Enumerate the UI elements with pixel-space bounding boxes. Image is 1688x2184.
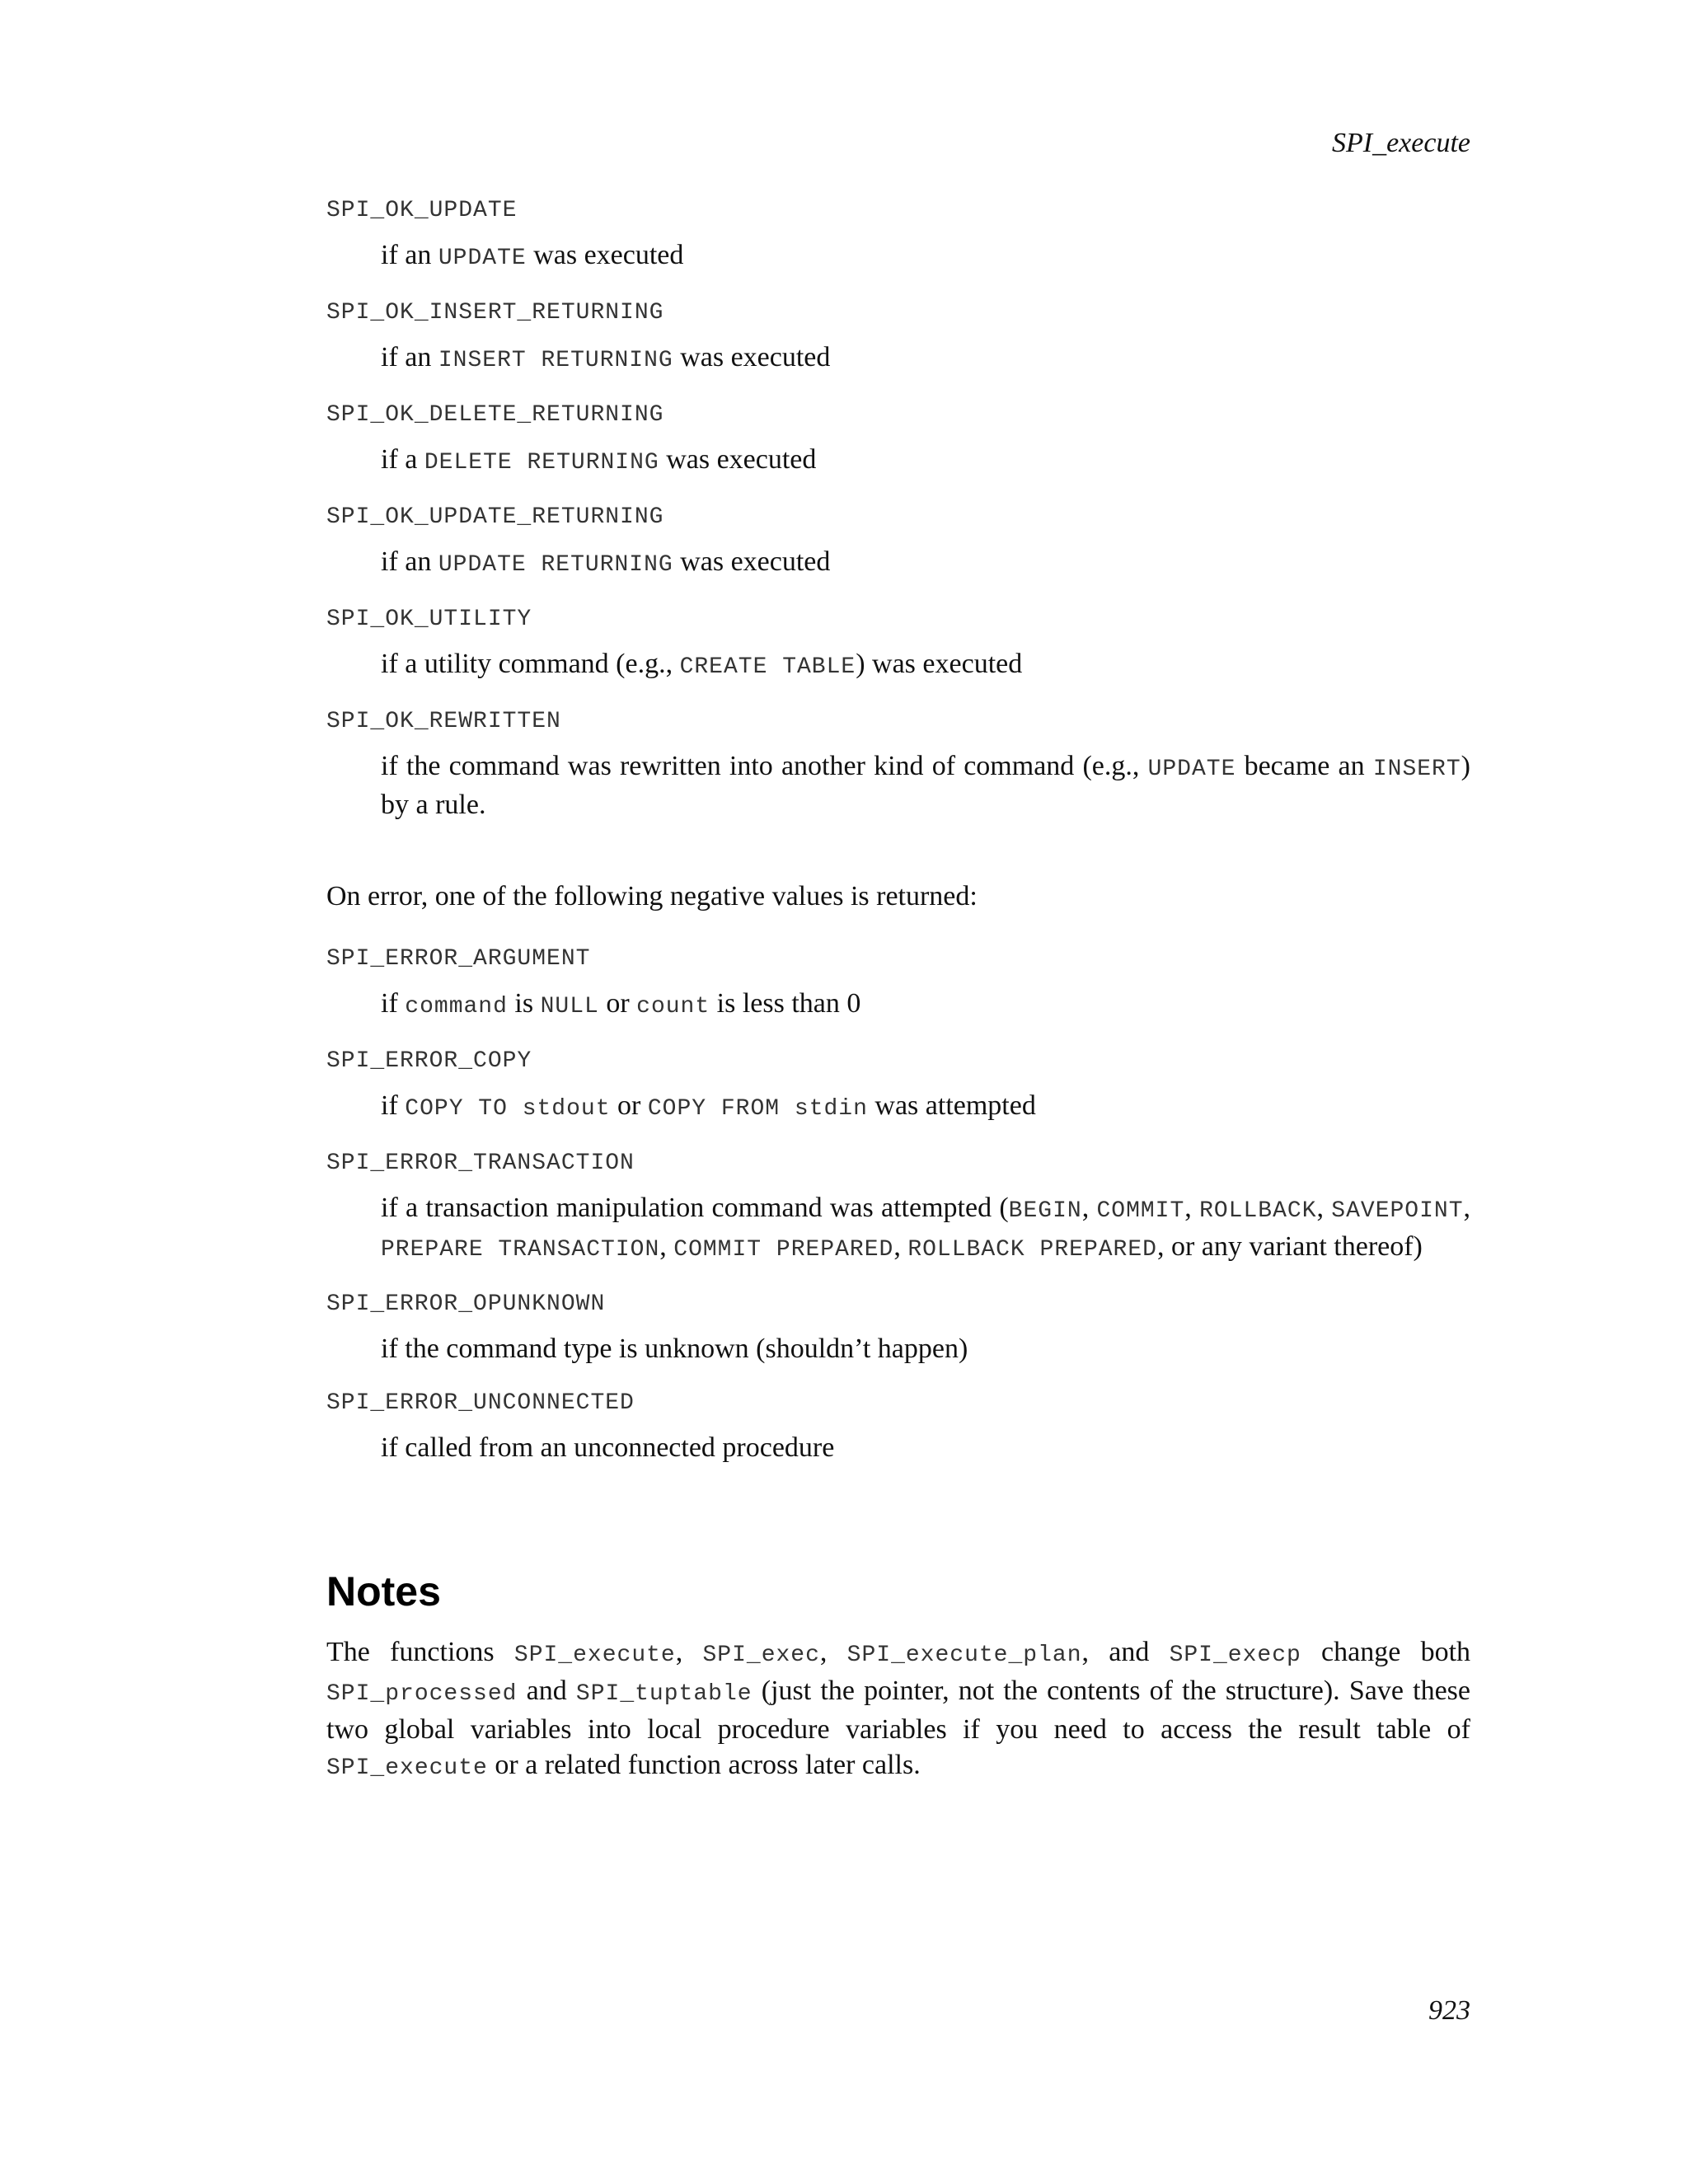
text-run: if a [381,444,424,475]
text-run: if an [381,342,438,373]
text-run: if an [381,546,438,577]
page-number: 923 [1428,1995,1470,2026]
inline-code: UPDATE [1147,757,1236,782]
error-code-description [381,1331,1470,1366]
error-code-description [381,1088,1470,1127]
text-run: and [517,1675,576,1706]
inline-code: UPDATE [438,246,527,271]
text-run: (just the pointer, not the contents of the structure). Save these two global variables into local procedure variables if you need to access the result table of [326,1675,1470,1745]
return-code-description [381,237,1470,276]
error-code-description [381,986,1470,1024]
text-run: was attempted [867,1090,1036,1121]
text-run: if [381,1090,406,1121]
inline-code: SPI_execute [326,1755,488,1781]
text-run: , [1081,1193,1097,1223]
text-run: was executed [659,444,817,475]
inline-code: NULL [540,994,599,1019]
text-run: or [610,1090,648,1121]
text-run: , and [1081,1637,1170,1667]
error-intro-paragraph: On error, one of the following negative values is returned: [326,881,978,912]
notes-heading: Notes [326,1568,441,1615]
error-code-list [326,943,1470,1465]
inline-code: DELETE RETURNING [424,450,659,476]
inline-code: PREPARE TRANSACTION [381,1237,660,1263]
text-run: or [598,988,637,1019]
text-run: if called from an unconnected procedure [381,1432,835,1463]
text-run: , [1463,1193,1471,1223]
return-code-name: SPI_OK_UPDATE [326,198,518,223]
text-run: or a related function across later calls. [487,1750,921,1780]
text-run: if the command was rewritten into another kind of command (e.g., [381,751,1148,781]
return-code-description [381,544,1470,583]
inline-code: COPY FROM stdin [647,1096,868,1122]
error-code-description [381,1190,1470,1268]
text-run: was executed [673,546,831,577]
return-code-name: SPI_OK_INSERT_RETURNING [326,300,664,326]
inline-code: SPI_execp [1169,1643,1301,1668]
inline-code: command [405,994,508,1019]
text-run: ) was executed [856,649,1023,679]
return-code-name: SPI_OK_REWRITTEN [326,709,561,734]
error-code-name: SPI_ERROR_UNCONNECTED [326,1390,635,1416]
inline-code: COMMIT PREPARED [673,1237,894,1263]
text-run: ) by a rule. [381,751,1470,820]
inline-code: INSERT RETURNING [438,348,673,373]
text-run: change both [1301,1637,1471,1667]
running-header: SPI_execute [1332,128,1470,158]
return-code-description [381,748,1470,823]
inline-code: CREATE TABLE [679,654,856,680]
text-run: , [659,1231,674,1262]
inline-code: INSERT [1372,757,1461,782]
text-run: if a utility command (e.g., [381,649,680,679]
return-code-name: SPI_OK_DELETE_RETURNING [326,402,664,428]
return-code-name: SPI_OK_UPDATE_RETURNING [326,504,664,530]
error-code-name: SPI_ERROR_COPY [326,1048,532,1074]
error-code-name: SPI_ERROR_OPUNKNOWN [326,1291,606,1317]
text-run: The functions [326,1637,514,1667]
inline-code: SAVEPOINT [1331,1198,1464,1224]
text-run: , [1184,1193,1200,1223]
inline-code: COPY TO stdout [405,1096,611,1122]
inline-code: count [636,994,710,1019]
inline-code: ROLLBACK [1199,1198,1317,1224]
text-run: , [893,1231,908,1262]
return-code-description [381,442,1470,480]
notes-paragraph [326,1634,1470,1786]
text-run: if an [381,240,438,270]
inline-code: BEGIN [1008,1198,1082,1224]
inline-code: SPI_processed [326,1681,518,1707]
inline-code: UPDATE RETURNING [438,552,673,578]
text-run: if a transaction manipulation command was attempted ( [381,1193,1009,1223]
text-run: was executed [526,240,684,270]
page-content [326,194,1470,1786]
inline-code: SPI_execute [513,1643,676,1668]
error-code-name: SPI_ERROR_ARGUMENT [326,946,591,972]
text-run: was executed [673,342,831,373]
error-code-description [381,1430,1470,1465]
inline-code: ROLLBACK PREPARED [907,1237,1157,1263]
inline-code: COMMIT [1096,1198,1185,1224]
return-code-description [381,340,1470,378]
text-run: , [819,1637,847,1667]
text-run: , or any variant thereof) [1156,1231,1423,1262]
document-page [326,0,1470,2184]
error-code-name: SPI_ERROR_TRANSACTION [326,1151,635,1176]
inline-code: SPI_execute_plan [846,1643,1082,1668]
text-run: became an [1236,751,1373,781]
text-run: if [381,988,406,1019]
text-run: , [675,1637,703,1667]
return-code-description [381,646,1470,685]
inline-code: SPI_tuptable [575,1681,753,1707]
text-run: , [1316,1193,1332,1223]
return-code-name: SPI_OK_UTILITY [326,607,532,632]
text-run: if the command type is unknown (shouldn’t happen) [381,1333,968,1364]
return-code-list [326,194,1470,823]
text-run: is less than 0 [710,988,861,1019]
inline-code: SPI_exec [702,1643,820,1668]
text-run: is [507,988,541,1019]
